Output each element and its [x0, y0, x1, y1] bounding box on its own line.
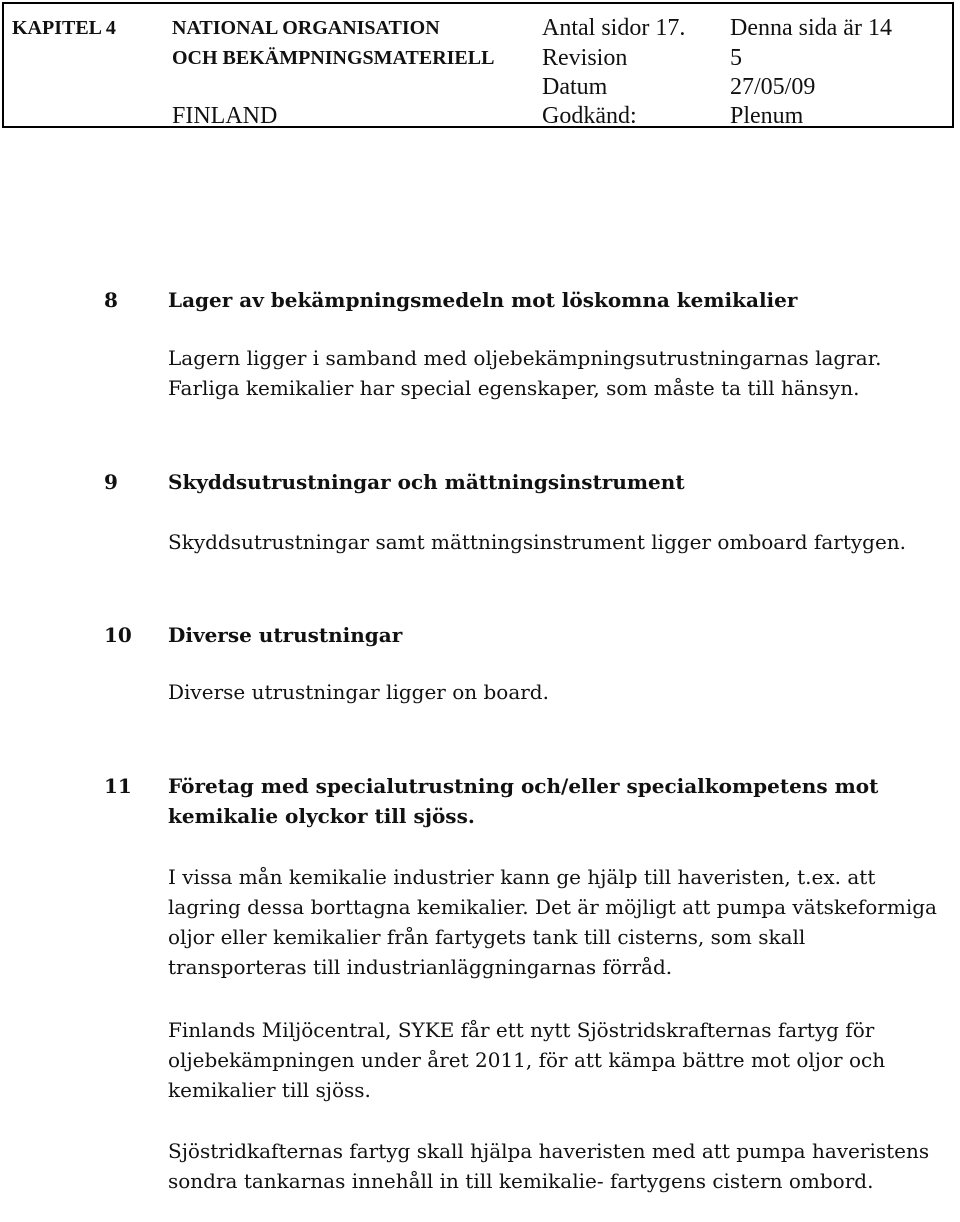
date-label: Datum	[542, 74, 608, 100]
section-paragraph: Lagern ligger i samband med oljebekämpningsutrustningarnas lagrar. Farliga kemikalier har special egenskaper, som måste ta till hänsyn.	[168, 346, 882, 400]
this-page: Denna sida är 14	[730, 15, 892, 41]
date-value: 27/05/09	[730, 74, 816, 100]
org-line-2: OCH BEKÄMPNINGSMATERIELL	[172, 47, 495, 69]
section-number: 11	[104, 774, 132, 798]
section-paragraph: Diverse utrustningar ligger on board.	[168, 680, 549, 704]
approved-label: Godkänd:	[542, 103, 637, 129]
section-number: 9	[104, 470, 118, 494]
total-pages: Antal sidor 17.	[542, 15, 686, 41]
approved-value: Plenum	[730, 103, 804, 129]
section-paragraph: Skyddsutrustningar samt mättningsinstrument ligger omboard fartygen.	[168, 530, 907, 554]
chapter-label: KAPITEL 4	[12, 17, 116, 39]
section-number: 8	[104, 288, 118, 312]
revision-value: 5	[730, 45, 742, 71]
section-paragraph: I vissa mån kemikalie industrier kann ge hjälp till haveristen, t.ex. att lagring dessa borttagna kemikalier. Det är möjligt att pumpa vätskeformiga oljor eller kemikalier från fartygets tank till cisterns, som skall transporteras till industrianläggningarnas förråd.	[168, 865, 937, 979]
country-label: FINLAND	[172, 103, 278, 129]
section-title: Företag med specialutrustning och/eller specialkompetens mot kemikalie olyckor till sjöss.	[168, 774, 879, 828]
section-title: Lager av bekämpningsmedeln mot löskomna kemikalier	[168, 288, 798, 312]
section-title: Diverse utrustningar	[168, 623, 403, 647]
org-line-1: NATIONAL ORGANISATION	[172, 17, 440, 39]
section-number: 10	[104, 623, 132, 647]
revision-label: Revision	[542, 45, 628, 71]
section-title: Skyddsutrustningar och mättningsinstrument	[168, 470, 685, 494]
section-paragraph: Sjöstridkafternas fartyg skall hjälpa haveristen med att pumpa haveristens sondra tankarnas innehåll in till kemikalie- fartygens cistern ombord.	[168, 1139, 930, 1193]
section-paragraph: Finlands Miljöcentral, SYKE får ett nytt Sjöstridskrafternas fartyg för oljebekämpningen under året 2011, för att kämpa bättre mot oljor och kemikalier till sjöss.	[168, 1018, 886, 1102]
